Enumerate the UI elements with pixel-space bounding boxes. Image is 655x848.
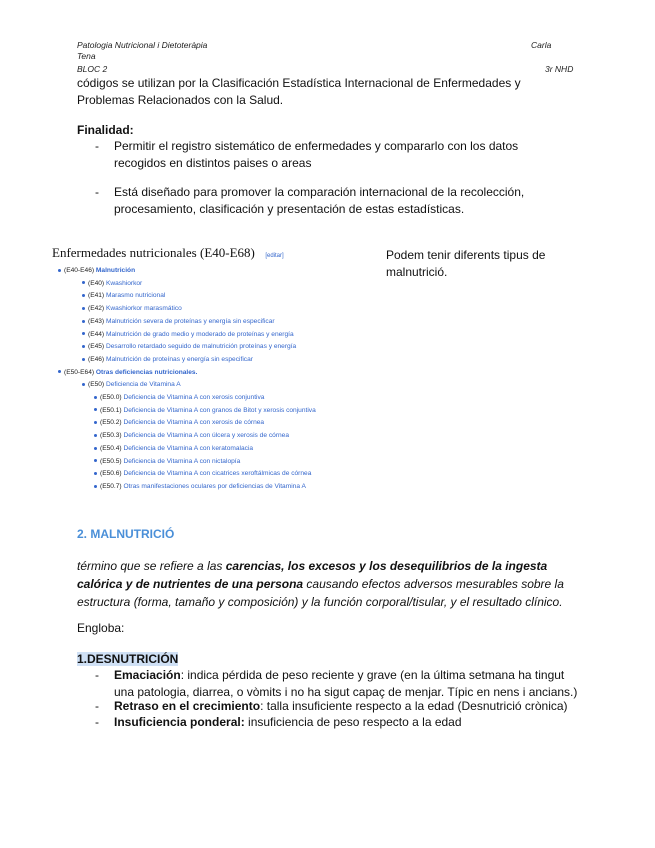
finalidad-item-text: Está diseñado para promover la comparación internacional de la recolección, procesamiento, clasificación y presentación de estas estadísticas. — [114, 185, 525, 216]
bullet-dot-icon — [82, 320, 85, 323]
desnutricion-title — [77, 651, 178, 668]
wiki-list-item[interactable] — [82, 355, 253, 364]
wiki-code: (E45) — [88, 343, 105, 351]
wiki-link[interactable]: Deficiencia de Vitamina A con xerosis conjuntiva — [123, 394, 265, 401]
definition-paragraph — [77, 557, 577, 611]
item-sep: : — [180, 668, 188, 682]
wiki-code: (E41) — [88, 292, 105, 300]
wiki-link[interactable]: Malnutrición severa de proteínas y energía sin especificar — [105, 317, 275, 325]
wiki-title: Enfermedades nutricionales (E40-E68) — [52, 245, 255, 260]
wiki-code: (E50.5) — [100, 457, 122, 465]
bullet-dot-icon — [82, 294, 85, 297]
header-author-first: Carla — [531, 40, 552, 50]
wiki-code: (E46) — [88, 355, 105, 363]
desnutricion-item-text — [114, 698, 582, 715]
item-term: Retraso en el crecimiento — [114, 699, 261, 713]
wiki-link[interactable]: Malnutrición de grado medio y moderado de proteínas y energía — [105, 330, 294, 338]
desnutricion-item-text — [114, 667, 582, 701]
intro-paragraph: códigos se utilizan por la Clasificación Estadística Internacional de Enfermedades y Problemas Relacionados con la Salud. — [77, 76, 521, 107]
definition-end: causando efectos adversos mesurables sobre la estructura (forma, tamaño y composición) y la función corporal/tisular, y el resultado clínico. — [77, 577, 564, 609]
dash-bullet: - — [95, 699, 99, 713]
wiki-list-item[interactable] — [82, 330, 294, 339]
header-course: Patologia Nutricional i Dietoteràpia — [77, 40, 208, 50]
wiki-code: (E50.1) — [100, 406, 122, 414]
wiki-list-item[interactable] — [82, 380, 181, 389]
definition-start: término que se refiere a las — [77, 559, 226, 573]
wiki-code: (E40) — [88, 279, 105, 287]
wiki-code: (E50.4) — [100, 444, 122, 452]
wiki-list-item[interactable] — [58, 368, 197, 377]
wiki-code: (E43) — [88, 317, 105, 325]
wiki-link[interactable]: Otras deficiencias nutricionales. — [95, 368, 198, 376]
item-sep: : — [260, 699, 267, 713]
wiki-list-item[interactable] — [82, 342, 296, 351]
wiki-code: (E42) — [88, 305, 105, 313]
dash-bullet: - — [95, 668, 99, 682]
wiki-list-item[interactable] — [82, 291, 165, 300]
bullet-dot-icon — [94, 396, 97, 399]
wiki-list-item[interactable] — [94, 418, 264, 427]
wiki-screenshot — [52, 244, 382, 262]
side-note: Podem tenir diferents tipus de malnutrició. — [386, 248, 546, 279]
bullet-dot-icon — [82, 345, 85, 348]
item-term: Emaciación — [114, 668, 181, 682]
wiki-list-item[interactable] — [94, 406, 316, 415]
wiki-code: (E50.7) — [100, 482, 122, 490]
bullet-dot-icon — [94, 447, 97, 450]
finalidad-title: Finalidad: — [77, 123, 134, 137]
wiki-code: (E50.6) — [100, 470, 122, 478]
definition-bold: carencias, los excesos y los desequilibrios de la ingesta calórica y de nutrientes de una persona — [77, 559, 548, 591]
bullet-dot-icon — [94, 459, 97, 462]
bullet-dot-icon — [94, 472, 97, 475]
bullet-dot-icon — [94, 408, 97, 411]
wiki-link[interactable]: Marasmo nutricional — [105, 292, 166, 300]
header-bloc: BLOC 2 — [77, 64, 108, 74]
header-author-last: Tena — [77, 51, 96, 61]
bullet-dot-icon — [82, 358, 85, 361]
bullet-dot-icon — [58, 269, 61, 272]
wiki-list-item[interactable] — [82, 279, 142, 288]
desnutricion-highlight: 1.DESNUTRICIÓN — [77, 652, 179, 666]
wiki-list-item[interactable] — [94, 393, 264, 402]
wiki-link[interactable]: Deficiencia de Vitamina A — [105, 381, 181, 389]
wiki-code: (E50-E64) — [64, 368, 95, 376]
dash-bullet: - — [95, 185, 99, 199]
wiki-link[interactable]: Desarrollo retardado seguido de malnutrición proteínas y energía — [105, 343, 297, 351]
item-desc: indica pérdida de peso reciente y grave (en la última setmana ha tingut una patologia, diarrea, o vòmits i no ha sigut capaç de menjar. Típic en nens i ancians.) — [114, 668, 578, 699]
engloba-label: Engloba: — [77, 621, 125, 635]
wiki-code: (E40-E46) — [64, 267, 95, 274]
wiki-list-item[interactable] — [94, 457, 240, 466]
dash-bullet: - — [95, 139, 99, 153]
wiki-link[interactable]: Deficiencia de Vitamina A con granos de Bitot y xerosis conjuntiva — [123, 406, 316, 414]
wiki-link[interactable]: Malnutrición — [95, 267, 136, 274]
wiki-link[interactable]: Kwashiorkor marasmático — [105, 305, 182, 313]
wiki-code: (E50.3) — [100, 432, 122, 440]
wiki-link[interactable]: Kwashiorkor — [105, 279, 143, 287]
desnutricion-item-text — [114, 714, 582, 731]
bullet-dot-icon — [94, 485, 97, 488]
wiki-link[interactable]: Otras manifestaciones oculares por deficiencias de Vitamina A — [123, 482, 306, 490]
bullet-dot-icon — [82, 281, 85, 284]
wiki-link[interactable]: Deficiencia de Vitamina A con keratomalacia — [123, 444, 254, 452]
bullet-dot-icon — [82, 383, 85, 386]
wiki-edit-link[interactable]: [editar] — [265, 253, 284, 259]
wiki-code: (E50.2) — [100, 419, 122, 427]
wiki-code: (E44) — [88, 330, 105, 338]
wiki-link[interactable]: Deficiencia de Vitamina A con nictalopía — [123, 457, 241, 465]
wiki-code: (E50.0) — [100, 394, 122, 401]
item-term: Insuficiencia ponderal: — [114, 715, 245, 729]
wiki-list-item[interactable] — [94, 431, 289, 440]
wiki-link[interactable]: Deficiencia de Vitamina A con xerosis de córnea — [123, 419, 265, 427]
wiki-link[interactable]: Malnutrición de proteínas y energía sin especificar — [105, 355, 253, 363]
wiki-link[interactable]: Deficiencia de Vitamina A con cicatrices xeroftálmicas de córnea — [123, 470, 312, 478]
bullet-dot-icon — [94, 421, 97, 424]
header-year: 3r NHD — [545, 64, 574, 74]
bullet-dot-icon — [82, 332, 85, 335]
item-desc: talla insuficiente respecto a la edad (Desnutrició crònica) — [266, 699, 568, 713]
wiki-list-item[interactable] — [82, 304, 182, 313]
bullet-dot-icon — [58, 370, 61, 373]
wiki-list-item[interactable] — [94, 444, 253, 453]
bullet-dot-icon — [82, 307, 85, 310]
dash-bullet: - — [95, 715, 99, 729]
wiki-code: (E50) — [88, 381, 105, 389]
item-desc: insuficiencia de peso respecto a la edad — [248, 715, 462, 729]
wiki-list-item[interactable] — [94, 469, 311, 478]
wiki-list-item[interactable] — [82, 317, 275, 326]
wiki-list-item[interactable] — [94, 482, 306, 491]
wiki-link[interactable]: Deficiencia de Vitamina A con úlcera y xerosis de córnea — [123, 432, 290, 440]
section-heading: 2. MALNUTRICIÓ — [77, 527, 175, 541]
bullet-dot-icon — [94, 434, 97, 437]
finalidad-item-text: Permitir el registro sistemático de enfermedades y compararlo con los datos recogidos en distintos paises o areas — [114, 139, 519, 170]
wiki-list-item[interactable] — [58, 266, 135, 275]
